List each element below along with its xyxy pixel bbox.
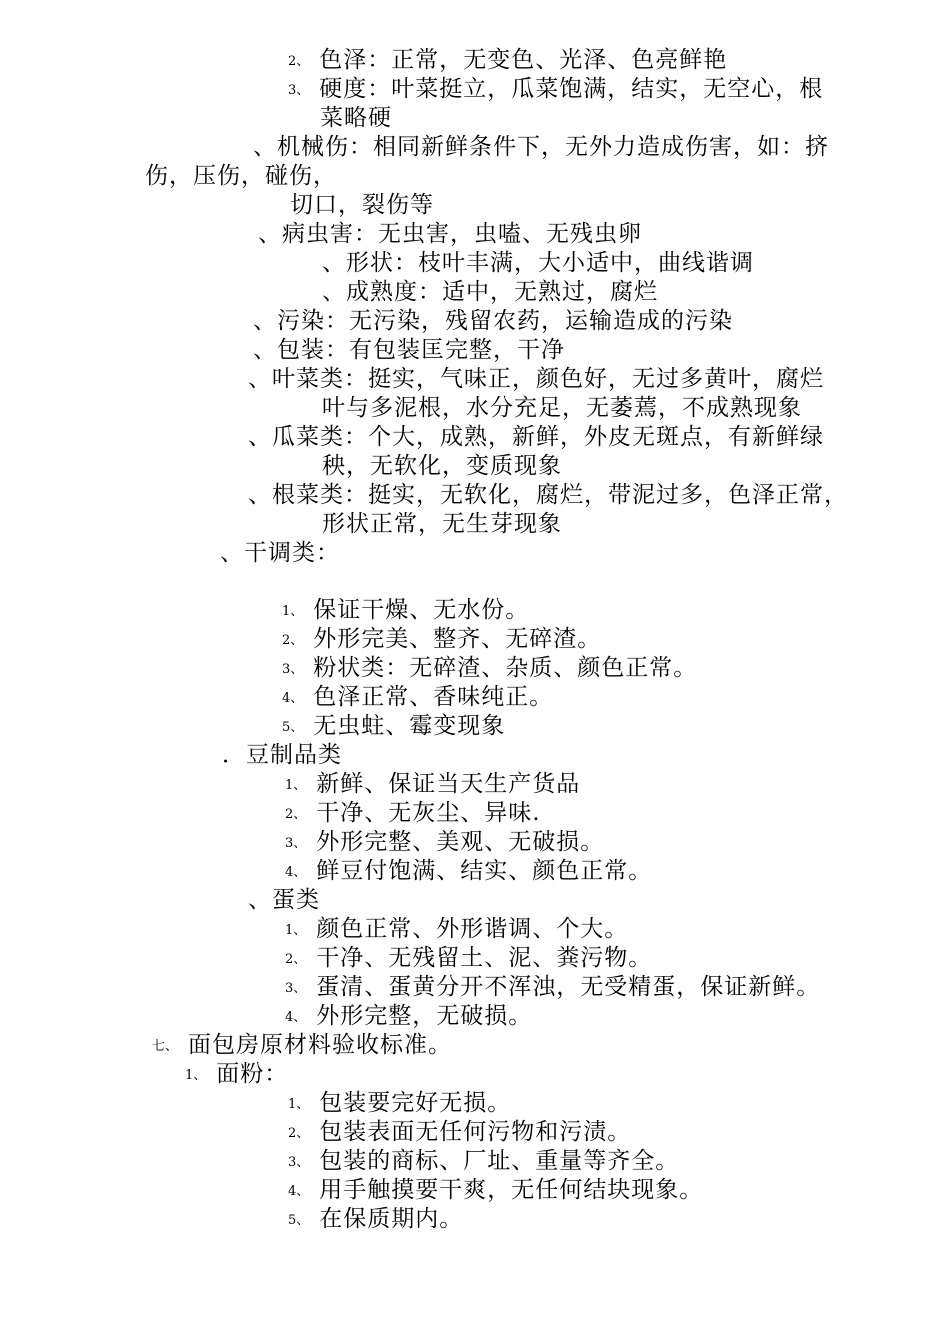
item-number: 4、 <box>285 1010 307 1025</box>
item-text: ．豆制品类 <box>222 742 342 768</box>
list-item <box>285 857 652 887</box>
list-item <box>285 1002 532 1032</box>
continuation-line <box>290 191 434 220</box>
item-text: 包装表面无任何污物和污渍。 <box>319 1119 632 1145</box>
item-text: 干净、无灰尘、异味. <box>316 800 541 826</box>
item-text: 蛋清、蛋黄分开不浑浊，无受精蛋，保证新鲜。 <box>316 974 821 1000</box>
item-text: 秧，无软化，变质现象 <box>322 453 562 479</box>
item-text: 无虫蛀、霉变现象 <box>313 713 506 739</box>
list-item <box>282 625 601 655</box>
item-text: 干净、无残留土、泥、粪污物。 <box>316 945 653 971</box>
list-item <box>288 1089 511 1119</box>
section-heading <box>220 539 340 568</box>
item-text: 、成熟度：适中，无熟过，腐烂 <box>322 279 658 305</box>
item-text: 、包装：有包装匡完整，干净 <box>253 337 565 363</box>
item-number: 3、 <box>288 1155 310 1170</box>
item-number: 1、 <box>285 778 307 793</box>
list-item <box>288 1147 679 1177</box>
section-heading <box>322 278 658 307</box>
section-heading <box>258 220 642 249</box>
item-text: 用手触摸要干爽，无任何结块现象。 <box>319 1177 704 1203</box>
item-number: 2、 <box>285 807 307 822</box>
item-number: 1、 <box>185 1068 207 1083</box>
item-number: 4、 <box>282 691 304 706</box>
list-item <box>285 828 604 858</box>
list-item <box>285 944 652 974</box>
section-heading <box>253 336 565 365</box>
item-text: 、污染：无污染，残留农药，运输造成的污染 <box>253 308 733 334</box>
item-text: 、形状：枝叶丰满，大小适中，曲线谐调 <box>322 250 754 276</box>
item-number: 1、 <box>282 604 304 619</box>
list-item <box>288 75 823 105</box>
item-text: 硬度：叶菜挺立，瓜菜饱满，结实，无空心，根 <box>319 76 824 102</box>
sub-heading <box>185 1060 288 1090</box>
item-number: 2、 <box>282 633 304 648</box>
item-text: 叶与多泥根，水分充足，无萎蔫，不成熟现象 <box>322 395 802 421</box>
item-text: 、机械伤：相同新鲜条件下，无外力造成伤害，如：挤 <box>253 134 829 160</box>
chapter-heading <box>152 1031 452 1061</box>
list-item <box>285 973 820 1003</box>
list-item <box>288 1205 463 1235</box>
list-item <box>285 770 580 800</box>
item-text: 色泽正常、香味纯正。 <box>313 684 554 710</box>
item-text: 菜略硬 <box>320 105 392 131</box>
continuation-line <box>145 162 337 191</box>
list-item <box>282 683 553 713</box>
item-text: 外形完整，无破损。 <box>316 1003 533 1029</box>
item-number: 2、 <box>288 54 310 69</box>
item-text: 形状正常，无生芽现象 <box>322 511 562 537</box>
item-text: 外形完整、美观、无破损。 <box>316 829 605 855</box>
item-text: 色泽：正常，无变色、光泽、色亮鲜艳 <box>319 47 728 73</box>
item-text: 颜色正常、外形谐调、个大。 <box>316 916 629 942</box>
item-text: 面包房原材料验收标准。 <box>188 1032 453 1058</box>
list-item <box>282 712 505 742</box>
list-item <box>288 1176 703 1206</box>
continuation-line <box>322 394 802 423</box>
item-text: 保证干燥、无水份。 <box>313 597 530 623</box>
item-text: 、干调类： <box>220 540 340 566</box>
item-text: 新鲜、保证当天生产货品 <box>316 771 581 797</box>
item-text: 、根菜类：挺实，无软化，腐烂，带泥过多，色泽正常， <box>248 482 848 508</box>
section-heading <box>253 307 733 336</box>
item-number: 3、 <box>285 836 307 851</box>
section-heading <box>222 741 342 770</box>
section-heading <box>248 423 824 452</box>
item-text: 包装的商标、厂址、重量等齐全。 <box>319 1148 680 1174</box>
item-text: 、瓜菜类：个大，成熟，新鲜，外皮无斑点，有新鲜绿 <box>248 424 824 450</box>
item-number: 3、 <box>288 83 310 98</box>
item-text: 包装要完好无损。 <box>319 1090 512 1116</box>
item-text: 外形完美、整齐、无碎渣。 <box>313 626 602 652</box>
item-text: 鲜豆付饱满、结实、颜色正常。 <box>316 858 653 884</box>
list-item <box>288 46 727 76</box>
list-item <box>288 1118 631 1148</box>
section-heading <box>248 365 824 394</box>
item-number: 1、 <box>288 1097 310 1112</box>
item-text: 、叶菜类：挺实，气味正，颜色好，无过多黄叶，腐烂 <box>248 366 824 392</box>
continuation-line <box>322 452 562 481</box>
list-item <box>282 654 697 684</box>
item-number: 1、 <box>285 923 307 938</box>
item-number: 2、 <box>285 952 307 967</box>
section-heading <box>248 481 848 510</box>
item-text: 伤，压伤，碰伤， <box>145 163 337 189</box>
item-number: 3、 <box>282 662 304 677</box>
section-heading <box>322 249 754 278</box>
list-item <box>285 915 628 945</box>
continuation-line <box>322 510 562 539</box>
item-number: 七、 <box>152 1039 179 1054</box>
item-number: 5、 <box>288 1213 310 1228</box>
item-number: 3、 <box>285 981 307 996</box>
list-item <box>282 596 529 626</box>
item-text: 切口，裂伤等 <box>290 192 434 218</box>
item-number: 5、 <box>282 720 304 735</box>
continuation-line <box>320 104 392 133</box>
item-text: 、蛋类 <box>248 887 320 913</box>
item-text: 、病虫害：无虫害，虫嗑、无残虫卵 <box>258 221 642 247</box>
item-number: 4、 <box>285 865 307 880</box>
section-heading <box>253 133 829 162</box>
section-heading <box>248 886 320 915</box>
item-number: 2、 <box>288 1126 310 1141</box>
item-text: 在保质期内。 <box>319 1206 464 1232</box>
item-text: 粉状类：无碎渣、杂质、颜色正常。 <box>313 655 698 681</box>
item-number: 4、 <box>288 1184 310 1199</box>
item-text: 面粉： <box>216 1061 289 1087</box>
list-item <box>285 799 541 829</box>
